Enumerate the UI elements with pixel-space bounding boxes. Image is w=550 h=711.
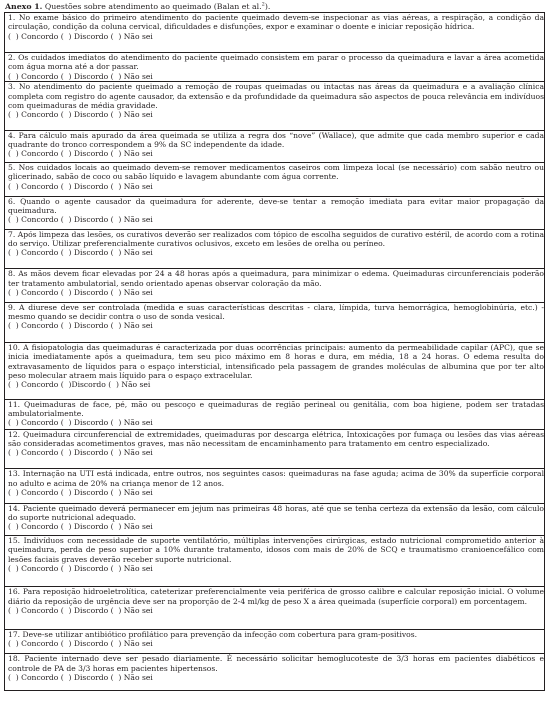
answer-options: ( ) Concordo ( ) Discordo ( ) Não sei (8, 181, 153, 191)
annex-title (4, 0, 545, 12)
answer-options: ( ) Concordo ( ) Discordo ( ) Não sei (8, 448, 153, 458)
question-row (5, 629, 545, 653)
answer-options: ( ) Concordo ( ) Discordo ( ) Não sei (8, 110, 153, 120)
question-row (5, 229, 545, 268)
question-text: 6. Quando o agente causador da queimadura for aderente, deve-se tentar a remoção imediata para evitar maior propagação da queimadura. (8, 196, 544, 215)
answer-options: ( ) Concordo ( )Discordo ( ) Não sei (8, 380, 151, 390)
answer-options: ( ) Concordo ( ) Discordo ( ) Não sei (8, 71, 153, 81)
question-row (5, 163, 545, 196)
question-text: 4. Para cálculo mais apurado da área queimada se utiliza a regra dos “nove” (Wallace), que admite que cada membro superior e cada quadrante do tronco correspondem a 9% da SC independente da idade. (8, 130, 544, 150)
annex-title-end: ). (264, 2, 271, 11)
question-row (5, 587, 545, 629)
question-row (5, 53, 545, 82)
question-text: 7. Após limpeza das lesões, os curativos deverão ser realizados com tópico de escolha seguidos de curativo estéril, de acordo com a rotina do serviço. Utilizar preferencialmente curativos oclusivos, exceto em lesões de orelha ou períneo. (8, 229, 544, 249)
question-text: 17. Deve-se utilizar antibiótico profilático para prevenção da infecção com cobertura para gram-positivos. (8, 629, 418, 639)
annex-label: Anexo 1. (5, 2, 43, 11)
answer-options: ( ) Concordo ( ) Discordo ( ) Não sei (8, 672, 153, 682)
question-row (5, 429, 545, 468)
answer-options: ( ) Concordo ( ) Discordo ( ) Não sei (8, 287, 153, 297)
answer-options: ( ) Concordo ( ) Discordo ( ) Não sei (8, 248, 153, 258)
question-text: 12. Queimadura circunferencial de extremidades, queimaduras por descarga elétrica, Intoxicações por fumaça ou lesões das vias aéreas são consideradas acometimentos graves, mas não necessitam de encaminhamento para tratamento em centro especializado. (8, 429, 544, 449)
question-text: 14. Paciente queimado deverá permanecer em jejum nas primeiras 48 horas, até que se tenha certeza da extensão da lesão, com cálculo do suporte nutricional adequado. (8, 503, 544, 522)
answer-options: ( ) Concordo ( ) Discordo ( ) Não sei (8, 487, 153, 497)
question-text: 11. Queimaduras de face, pé, mão ou pescoço e queimaduras de região perineal ou genitália, com boa higiene, podem ser tratadas ambulatorialmente. (8, 399, 544, 418)
answer-options: ( ) Concordo ( ) Discordo ( ) Não sei (8, 605, 153, 615)
question-row (5, 302, 545, 342)
answer-options: ( ) Concordo ( ) Discordo ( ) Não sei (8, 321, 153, 331)
answer-options: ( ) Concordo ( ) Discordo ( ) Não sei (8, 563, 153, 573)
question-text: 2. Os cuidados imediatos do atendimento do paciente queimado consistem em parar o processo da queimadura e lavar a área acometida com água morna até a dor passar. (8, 53, 544, 72)
question-row (5, 82, 545, 130)
question-row (5, 503, 545, 535)
question-row (5, 399, 545, 429)
question-text: 16. Para reposição hidroeletrolítica, cateterizar preferencialmente veia periférica de grosso calibre e calcular reposição inicial. O volume diário da reposição de urgência deve ser na proporção de 2-4 ml/kg de peso X a área queimada (superfície corporal) em porcentagem. (8, 587, 544, 606)
question-row (5, 536, 545, 587)
question-text: 1. No exame básico do primeiro atendimento do paciente queimado devem-se inspecionar as vias aéreas, a respiração, a condição da circulação, condição da coluna cervical, dificuldades e disfunções, expor e examinar o doente e iniciar reposição hídrica. (8, 13, 544, 32)
answer-options: ( ) Concordo ( ) Discordo ( ) Não sei (8, 215, 153, 225)
question-row (5, 269, 545, 302)
question-row (5, 469, 545, 503)
question-row (5, 196, 545, 229)
answer-options: ( ) Concordo ( ) Discordo ( ) Não sei (8, 418, 153, 428)
question-text: 9. A diurese deve ser controlada (medida e suas características descritas - clara, límpida, turva hemorrágica, hemoglobinúria, etc.) - mesmo quando se decidir contra o uso de sonda vesical. (8, 302, 544, 321)
answer-options: ( ) Concordo ( ) Discordo ( ) Não sei (8, 31, 153, 41)
annex-document (4, 0, 545, 691)
question-text: 13. Internação na UTI está indicada, entre outros, nos seguintes casos: queimaduras na fase aguda; acima de 30% da superfície corporal no adulto e acima de 20% na criança menor de 12 anos. (8, 469, 544, 488)
question-text: 3. No atendimento do paciente queimado a remoção de roupas queimadas ou intactas nas áreas da queimadura e a avaliação clínica completa com registro do agente causador, da extensão e da profundidade da queimadura são aspectos de pouca relevância em indivíduos com queimaduras de média gravidade. (8, 82, 544, 110)
question-text: 8. As mãos devem ficar elevadas por 24 a 48 horas após a queimadura, para minimizar o edema. Queimaduras circunferenciais poderão ter tratamento ambulatorial, sendo orientado apenas observar coloração da mão. (8, 269, 544, 288)
question-text: 5. Nos cuidados locais ao queimado devem-se remover medicamentos caseiros com limpeza local (se necessário) com sabão neutro ou glicerinado, sabão de coco ou sabão líquido e lavagem abundante com água corrente. (8, 163, 544, 182)
answer-options: ( ) Concordo ( ) Discordo ( ) Não sei (8, 522, 153, 532)
answer-options: ( ) Concordo ( ) Discordo ( ) Não sei (8, 149, 153, 159)
question-row (5, 654, 545, 690)
questions-table (4, 12, 545, 691)
answer-options: ( ) Concordo ( ) Discordo ( ) Não sei (8, 639, 153, 649)
question-row (5, 130, 545, 162)
question-text: 10. A fisiopatologia das queimaduras é caracterizada por duas ocorrências principais: aumento da permeabilidade capilar (APC), que se inicia imediatamente após a queimadura, tem seu pico máximo em 8 horas e dura, em média, 18 a 24 horas. O edema resulta do extravasamento de líquidos para o espaço intersticial, intensificado pela passagem de grandes moléculas de albumina que por ter alto peso molecular atraem mais líquido para o espaço extracelular. (8, 343, 544, 380)
reference-superscript: 2 (261, 1, 265, 8)
question-text: 15. Indivíduos com necessidade de suporte ventilatório, múltiplas intervenções cirúrgicas, estado nutricional comprometido anterior à queimadura, perda de peso superior a 10% durante tratamento, idosos com mais de 20% de SCQ e traumatismo cranioencefálico com lesões faciais graves deverão receber suporte nutricional. (8, 536, 544, 564)
question-row (5, 343, 545, 399)
question-text: 18. Paciente internado deve ser pesado diariamente. É necessário solicitar hemoglucoteste de 3/3 horas em pacientes diabéticos e controle de PA de 3/3 horas em pacientes hipertensos. (8, 654, 544, 673)
annex-title-text: Questões sobre atendimento ao queimado (Balan et al. (42, 2, 262, 11)
question-row (5, 13, 545, 53)
